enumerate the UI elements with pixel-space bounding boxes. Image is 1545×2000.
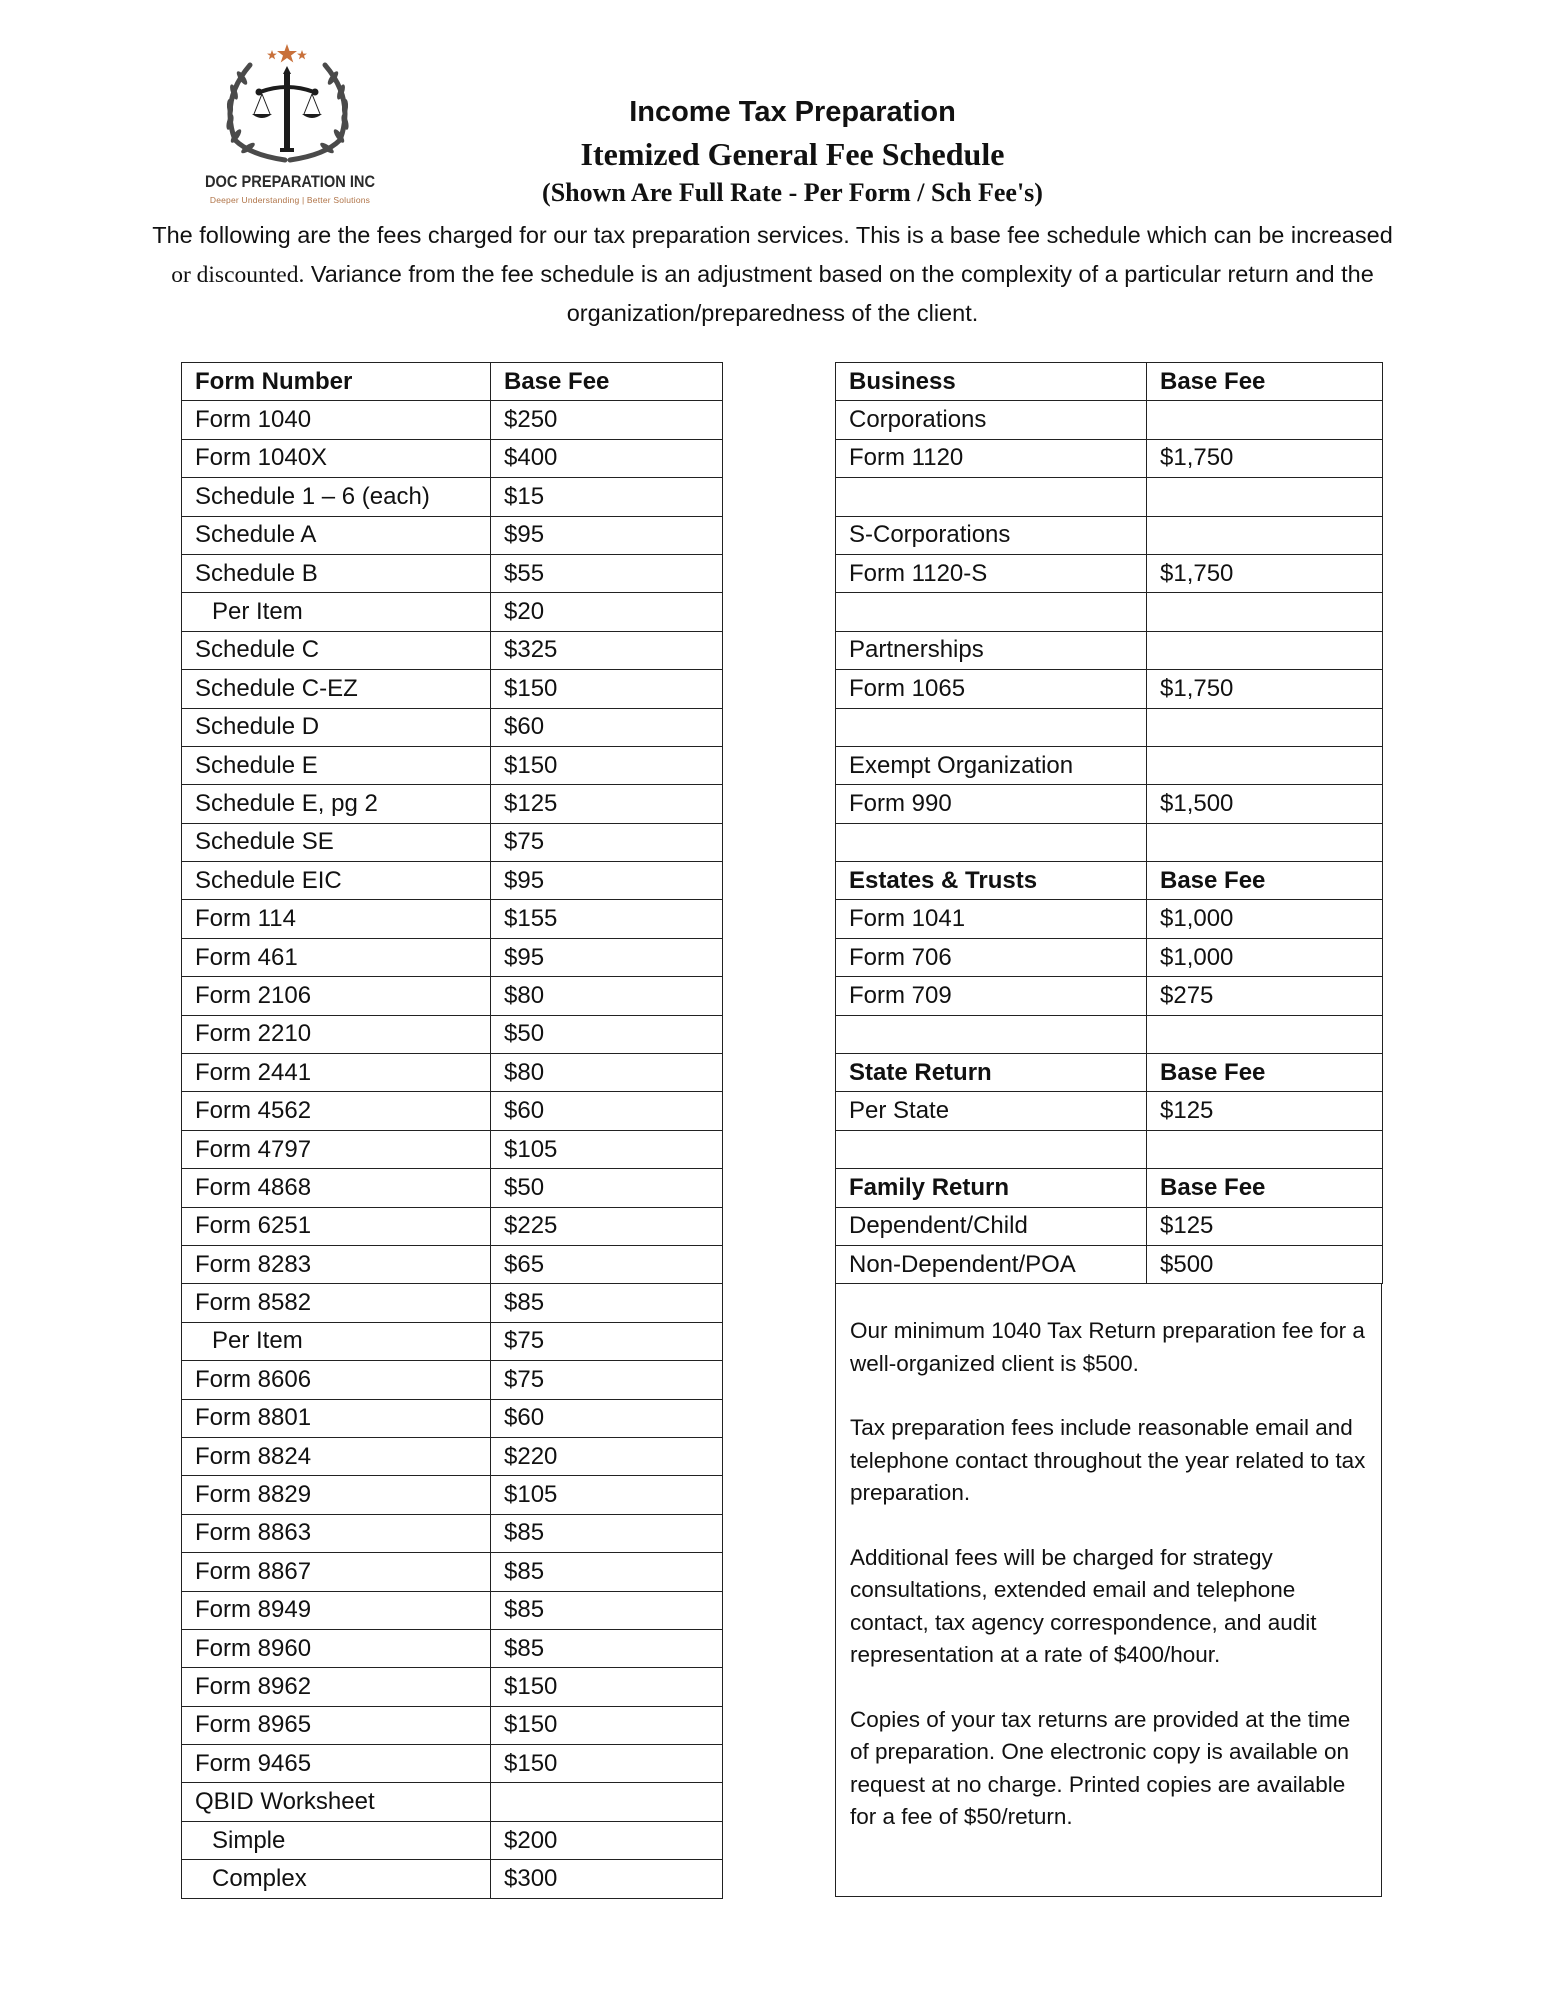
base-fee: $125 [1147, 1207, 1383, 1245]
note-minimum-fee: Our minimum 1040 Tax Return preparation fee for a well-organized client is $500. [850, 1318, 1365, 1376]
table-row [182, 670, 723, 708]
base-fee: $95 [491, 862, 723, 900]
base-fee: $60 [491, 708, 723, 746]
base-fee: $1,750 [1147, 439, 1383, 477]
stars-icon [267, 44, 307, 63]
note-copies: Copies of your tax returns are provided at the time of preparation. One electronic copy is available on request at no charge. Printed copies are available for a fee of $50/return. [850, 1706, 1351, 1829]
section-header-row [836, 862, 1383, 900]
form-label: Exempt Organization [836, 746, 1147, 784]
base-fee [1147, 631, 1383, 669]
table-row [836, 938, 1383, 976]
base-fee: $1,000 [1147, 938, 1383, 976]
base-fee [1147, 746, 1383, 784]
base-fee: $85 [491, 1629, 723, 1667]
base-fee: $55 [491, 554, 723, 592]
section-header-label: State Return [836, 1054, 1147, 1092]
base-fee: $1,750 [1147, 670, 1383, 708]
table-row [836, 439, 1383, 477]
base-fee: $85 [491, 1553, 723, 1591]
table-row [182, 1821, 723, 1859]
form-label: Form 8965 [182, 1706, 491, 1744]
base-fee: $250 [491, 401, 723, 439]
base-fee: $500 [1147, 1245, 1383, 1283]
form-label: Per Item [182, 593, 491, 631]
blank-row [836, 478, 1383, 516]
table-row [182, 1284, 723, 1322]
table-row [182, 1706, 723, 1744]
page-title: Income Tax Preparation [629, 96, 956, 128]
form-label: Form 8863 [182, 1514, 491, 1552]
base-fee: $75 [491, 823, 723, 861]
base-fee: $65 [491, 1245, 723, 1283]
form-label [836, 1130, 1147, 1168]
base-fee: $150 [491, 1745, 723, 1783]
table-row [836, 631, 1383, 669]
form-label [836, 478, 1147, 516]
form-label [836, 823, 1147, 861]
base-fee: $150 [491, 746, 723, 784]
base-fee: $225 [491, 1207, 723, 1245]
base-fee: $300 [491, 1860, 723, 1898]
form-label: Form 8867 [182, 1553, 491, 1591]
table-row [182, 1361, 723, 1399]
table-row [836, 1092, 1383, 1130]
form-label: Form 6251 [182, 1207, 491, 1245]
base-fee: $60 [491, 1399, 723, 1437]
intro-paragraph [150, 216, 1395, 333]
base-fee: $80 [491, 1054, 723, 1092]
table-row [182, 1322, 723, 1360]
base-fee: $75 [491, 1322, 723, 1360]
base-fee: $50 [491, 1015, 723, 1053]
table-row [182, 439, 723, 477]
form-label: Form 8960 [182, 1629, 491, 1667]
table-row [836, 401, 1383, 439]
individual-forms-fee-table [181, 362, 723, 1899]
blank-row [836, 1130, 1383, 1168]
table-row [182, 1207, 723, 1245]
section-header-row [836, 1054, 1383, 1092]
table-row [182, 554, 723, 592]
table-row [182, 1783, 723, 1821]
form-label: Corporations [836, 401, 1147, 439]
form-label: Per Item [182, 1322, 491, 1360]
table-row [182, 516, 723, 554]
form-label: Schedule A [182, 516, 491, 554]
table-header-row [182, 363, 723, 401]
form-label: Schedule EIC [182, 862, 491, 900]
table-row [182, 1092, 723, 1130]
table-row [182, 1553, 723, 1591]
base-fee: $125 [1147, 1092, 1383, 1130]
blank-row [836, 1015, 1383, 1053]
table-row [836, 516, 1383, 554]
table-row [182, 1745, 723, 1783]
form-label: Form 114 [182, 900, 491, 938]
form-label: Per State [836, 1092, 1147, 1130]
form-label: Form 9465 [182, 1745, 491, 1783]
table-row [182, 1399, 723, 1437]
form-label: Form 1041 [836, 900, 1147, 938]
form-label: Schedule 1 – 6 (each) [182, 478, 491, 516]
form-label: Schedule E, pg 2 [182, 785, 491, 823]
form-label: Form 2441 [182, 1054, 491, 1092]
base-fee: $150 [491, 670, 723, 708]
base-fee: $105 [491, 1476, 723, 1514]
blank-row [836, 593, 1383, 631]
table-row [182, 401, 723, 439]
form-label: Schedule C [182, 631, 491, 669]
table-row [182, 708, 723, 746]
base-fee: $150 [491, 1668, 723, 1706]
table-row [182, 1015, 723, 1053]
form-label: Schedule E [182, 746, 491, 784]
table-row [182, 1054, 723, 1092]
form-label: Form 8949 [182, 1591, 491, 1629]
table-row [182, 900, 723, 938]
section-header-label: Business [836, 363, 1147, 401]
table-row [182, 823, 723, 861]
form-label: Form 8962 [182, 1668, 491, 1706]
form-label: Partnerships [836, 631, 1147, 669]
table-row [182, 862, 723, 900]
form-label: Dependent/Child [836, 1207, 1147, 1245]
form-label: Schedule B [182, 554, 491, 592]
base-fee: $85 [491, 1591, 723, 1629]
table-row [182, 746, 723, 784]
blank-row [836, 823, 1383, 861]
form-label: Schedule C-EZ [182, 670, 491, 708]
table-row [836, 1245, 1383, 1283]
table-row [182, 1437, 723, 1475]
section-header-fee: Base Fee [1147, 363, 1383, 401]
base-fee: $220 [491, 1437, 723, 1475]
base-fee: $325 [491, 631, 723, 669]
form-label: Form 8824 [182, 1437, 491, 1475]
base-fee: $105 [491, 1130, 723, 1168]
form-label: Form 1065 [836, 670, 1147, 708]
form-label: Form 706 [836, 938, 1147, 976]
form-label: Form 8606 [182, 1361, 491, 1399]
table-row [182, 1476, 723, 1514]
table-row [836, 670, 1383, 708]
table-row [836, 785, 1383, 823]
column-header-base-fee: Base Fee [491, 363, 723, 401]
form-label: QBID Worksheet [182, 1783, 491, 1821]
table-row [182, 977, 723, 1015]
form-label: Form 8283 [182, 1245, 491, 1283]
section-header-row [836, 363, 1383, 401]
table-row [182, 1130, 723, 1168]
company-tagline: Deeper Understanding | Better Solutions [209, 195, 371, 205]
table-row [182, 938, 723, 976]
form-label: Form 4562 [182, 1092, 491, 1130]
base-fee: $275 [1147, 977, 1383, 1015]
table-row [182, 785, 723, 823]
section-header-label: Estates & Trusts [836, 862, 1147, 900]
intro-text-2: or discounted. [171, 261, 305, 288]
base-fee: $60 [491, 1092, 723, 1130]
base-fee [1147, 1130, 1383, 1168]
form-label: Form 461 [182, 938, 491, 976]
form-label: Form 4868 [182, 1169, 491, 1207]
company-name: DOC PREPARATION INC [204, 172, 376, 191]
base-fee: $1,000 [1147, 900, 1383, 938]
form-label: Form 4797 [182, 1130, 491, 1168]
fee-notes-box [835, 1283, 1382, 1897]
form-label: Form 1120 [836, 439, 1147, 477]
table-row [182, 631, 723, 669]
base-fee: $75 [491, 1361, 723, 1399]
intro-text-1: The following are the fees charged for our tax preparation services. This is a base fee schedule which can be increased [152, 222, 1393, 248]
table-row [836, 554, 1383, 592]
section-header-fee: Base Fee [1147, 1169, 1383, 1207]
form-label [836, 708, 1147, 746]
base-fee: $155 [491, 900, 723, 938]
table-row [836, 900, 1383, 938]
note-additional-fees: Additional fees will be charged for strategy consultations, extended email and telephone contact, tax agency correspondence, and audit representation at a rate of $400/hour. [850, 1544, 1317, 1667]
base-fee [1147, 823, 1383, 861]
base-fee: $1,500 [1147, 785, 1383, 823]
form-label: Complex [182, 1860, 491, 1898]
base-fee: $15 [491, 478, 723, 516]
base-fee: $85 [491, 1284, 723, 1322]
base-fee: $80 [491, 977, 723, 1015]
base-fee [1147, 593, 1383, 631]
base-fee: $400 [491, 439, 723, 477]
table-row [182, 1169, 723, 1207]
page-subtitle: Itemized General Fee Schedule [580, 136, 1005, 172]
business-fee-table [835, 362, 1383, 1284]
form-label: Schedule D [182, 708, 491, 746]
form-label: Form 8582 [182, 1284, 491, 1322]
form-label: Form 990 [836, 785, 1147, 823]
section-header-fee: Base Fee [1147, 862, 1383, 900]
base-fee: $20 [491, 593, 723, 631]
table-row [182, 1668, 723, 1706]
form-label [836, 1015, 1147, 1053]
base-fee [1147, 516, 1383, 554]
form-label: Schedule SE [182, 823, 491, 861]
section-header-row [836, 1169, 1383, 1207]
base-fee: $125 [491, 785, 723, 823]
form-label: Simple [182, 1821, 491, 1859]
base-fee: $85 [491, 1514, 723, 1552]
table-row [836, 746, 1383, 784]
form-label: Form 709 [836, 977, 1147, 1015]
base-fee [1147, 478, 1383, 516]
form-label: Form 8801 [182, 1399, 491, 1437]
form-label: Form 2106 [182, 977, 491, 1015]
page-note: (Shown Are Full Rate - Per Form / Sch Fee's) [542, 178, 1043, 207]
form-label: Form 8829 [182, 1476, 491, 1514]
form-label: Form 1040 [182, 401, 491, 439]
table-row [182, 478, 723, 516]
base-fee [491, 1783, 723, 1821]
base-fee [1147, 708, 1383, 746]
base-fee: $95 [491, 938, 723, 976]
section-header-label: Family Return [836, 1169, 1147, 1207]
blank-row [836, 708, 1383, 746]
base-fee: $200 [491, 1821, 723, 1859]
base-fee [1147, 1015, 1383, 1053]
intro-text-3: Variance from the fee schedule is an adjustment based on the complexity of a particular return and the organization/preparedness of the client. [304, 260, 1374, 326]
base-fee [1147, 401, 1383, 439]
table-row [836, 977, 1383, 1015]
form-label: Form 2210 [182, 1015, 491, 1053]
form-label: Non-Dependent/POA [836, 1245, 1147, 1283]
section-header-fee: Base Fee [1147, 1054, 1383, 1092]
base-fee: $150 [491, 1706, 723, 1744]
base-fee: $50 [491, 1169, 723, 1207]
form-label: Form 1040X [182, 439, 491, 477]
base-fee: $1,750 [1147, 554, 1383, 592]
form-label: S-Corporations [836, 516, 1147, 554]
table-row [182, 1514, 723, 1552]
column-header-form-number: Form Number [182, 363, 491, 401]
table-row [182, 593, 723, 631]
table-row [182, 1591, 723, 1629]
base-fee: $95 [491, 516, 723, 554]
table-row [182, 1629, 723, 1667]
note-included-contact: Tax preparation fees include reasonable email and telephone contact throughout the year related to tax preparation. [850, 1415, 1366, 1505]
form-label [836, 593, 1147, 631]
form-label: Form 1120-S [836, 554, 1147, 592]
table-row [182, 1245, 723, 1283]
table-row [182, 1860, 723, 1898]
table-row [836, 1207, 1383, 1245]
